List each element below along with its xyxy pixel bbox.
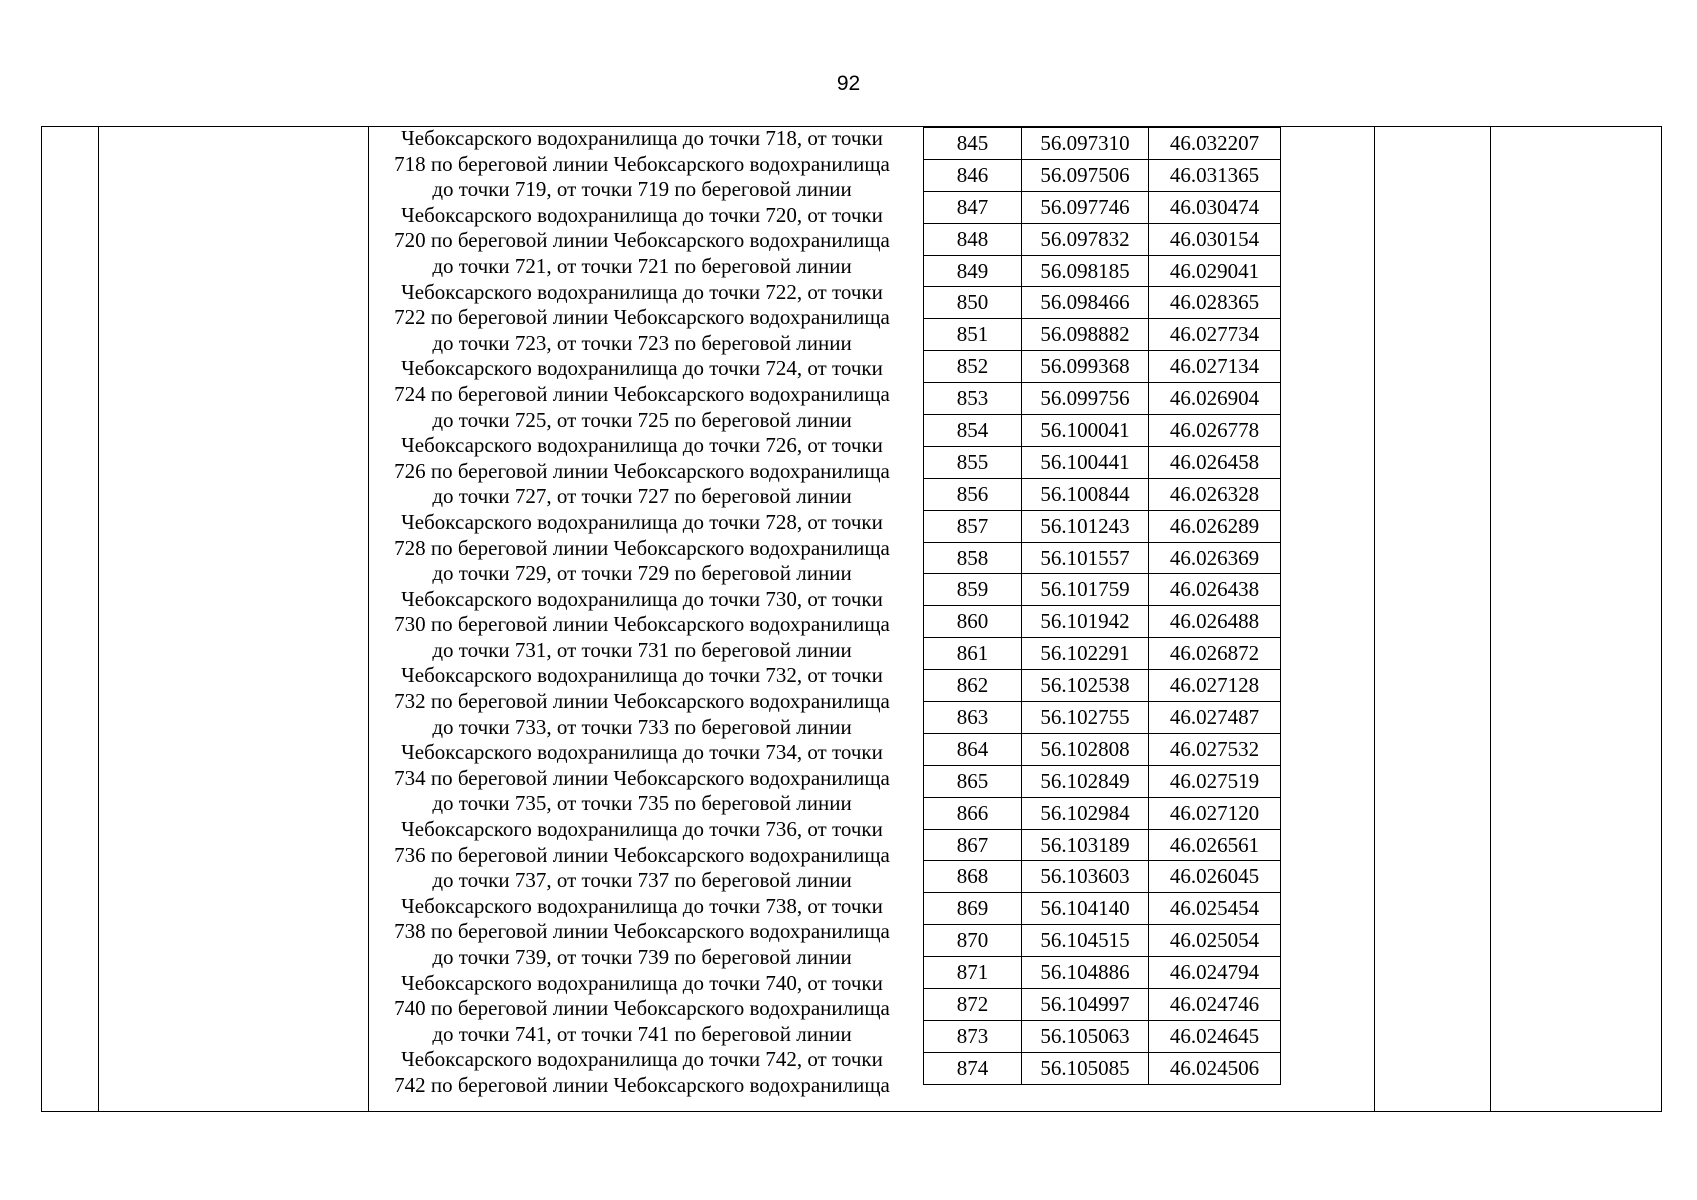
- point-number: 853: [924, 383, 1022, 415]
- description-line: до точки 737, от точки 737 по береговой линии: [432, 868, 852, 893]
- point-number: 874: [924, 1052, 1022, 1084]
- description-line: Чебоксарского водохранилища до точки 726, от точки: [401, 433, 883, 458]
- point-number: 856: [924, 478, 1022, 510]
- latitude-cell: 56.099368: [1022, 351, 1149, 383]
- longitude-cell: 46.026458: [1149, 446, 1281, 478]
- longitude-cell: 46.026289: [1149, 510, 1281, 542]
- table-row: [924, 702, 1281, 734]
- table-row: [924, 733, 1281, 765]
- table-row: [924, 829, 1281, 861]
- description-line: 718 по береговой линии Чебоксарского водохранилища: [394, 151, 890, 176]
- point-number: 851: [924, 319, 1022, 351]
- point-number: 862: [924, 670, 1022, 702]
- description-line: до точки 719, от точки 719 по береговой линии: [432, 177, 852, 202]
- description-line: 730 по береговой линии Чебоксарского водохранилища: [394, 612, 890, 637]
- description-line: Чебоксарского водохранилища до точки 720, от точки: [401, 202, 883, 227]
- longitude-cell: 46.028365: [1149, 287, 1281, 319]
- column-divider: [1374, 126, 1375, 1112]
- latitude-cell: 56.103603: [1022, 861, 1149, 893]
- description-line: Чебоксарского водохранилища до точки 718, от точки: [401, 126, 883, 150]
- longitude-cell: 46.026488: [1149, 606, 1281, 638]
- table-row: [924, 351, 1281, 383]
- latitude-cell: 56.101557: [1022, 542, 1149, 574]
- longitude-cell: 46.026328: [1149, 478, 1281, 510]
- table-row: [924, 765, 1281, 797]
- point-number: 847: [924, 191, 1022, 223]
- latitude-cell: 56.105063: [1022, 1020, 1149, 1052]
- description-line: до точки 731, от точки 731 по береговой линии: [432, 637, 852, 662]
- point-number: 873: [924, 1020, 1022, 1052]
- longitude-cell: 46.030474: [1149, 191, 1281, 223]
- point-number: 863: [924, 702, 1022, 734]
- longitude-cell: 46.026904: [1149, 383, 1281, 415]
- point-number: 871: [924, 957, 1022, 989]
- longitude-cell: 46.026872: [1149, 638, 1281, 670]
- latitude-cell: 56.097506: [1022, 159, 1149, 191]
- description-line: 734 по береговой линии Чебоксарского водохранилища: [394, 765, 890, 790]
- table-row: [924, 574, 1281, 606]
- latitude-cell: 56.102755: [1022, 702, 1149, 734]
- description-line: 722 по береговой линии Чебоксарского водохранилища: [394, 305, 890, 330]
- latitude-cell: 56.097310: [1022, 128, 1149, 160]
- description-line: Чебоксарского водохранилища до точки 730, от точки: [401, 586, 883, 611]
- point-number: 850: [924, 287, 1022, 319]
- latitude-cell: 56.104997: [1022, 989, 1149, 1021]
- table-row: [924, 319, 1281, 351]
- latitude-cell: 56.102808: [1022, 733, 1149, 765]
- table-row: [924, 255, 1281, 287]
- point-number: 868: [924, 861, 1022, 893]
- page-number: 92: [836, 72, 861, 95]
- longitude-cell: 46.024645: [1149, 1020, 1281, 1052]
- latitude-cell: 56.097746: [1022, 191, 1149, 223]
- table-row: [924, 383, 1281, 415]
- point-number: 854: [924, 415, 1022, 447]
- longitude-cell: 46.030154: [1149, 223, 1281, 255]
- table-row: [924, 1020, 1281, 1052]
- latitude-cell: 56.103189: [1022, 829, 1149, 861]
- table-row: [924, 128, 1281, 160]
- description-line: до точки 739, от точки 739 по береговой линии: [432, 945, 852, 969]
- latitude-cell: 56.099756: [1022, 383, 1149, 415]
- table-row: [924, 287, 1281, 319]
- latitude-cell: 56.102291: [1022, 638, 1149, 670]
- point-number: 848: [924, 223, 1022, 255]
- longitude-cell: 46.027519: [1149, 765, 1281, 797]
- latitude-cell: 56.104886: [1022, 957, 1149, 989]
- latitude-cell: 56.100041: [1022, 415, 1149, 447]
- description-line: до точки 727, от точки 727 по береговой линии: [432, 484, 852, 509]
- latitude-cell: 56.102849: [1022, 765, 1149, 797]
- description-line: до точки 733, от точки 733 по береговой линии: [432, 714, 852, 739]
- description-line: 728 по береговой линии Чебоксарского водохранилища: [394, 535, 890, 560]
- coordinates-table: [923, 127, 1281, 1085]
- table-row: [924, 223, 1281, 255]
- description-line: Чебоксарского водохранилища до точки 724, от точки: [401, 356, 883, 381]
- latitude-cell: 56.100441: [1022, 446, 1149, 478]
- longitude-cell: 46.026778: [1149, 415, 1281, 447]
- table-row: [924, 893, 1281, 925]
- description-line: до точки 741, от точки 741 по береговой линии: [432, 1021, 852, 1046]
- point-number: 866: [924, 797, 1022, 829]
- point-number: 867: [924, 829, 1022, 861]
- latitude-cell: 56.101243: [1022, 510, 1149, 542]
- latitude-cell: 56.102538: [1022, 670, 1149, 702]
- longitude-cell: 46.027532: [1149, 733, 1281, 765]
- point-number: 864: [924, 733, 1022, 765]
- point-number: 870: [924, 925, 1022, 957]
- longitude-cell: 46.027734: [1149, 319, 1281, 351]
- point-number: 845: [924, 128, 1022, 160]
- latitude-cell: 56.102984: [1022, 797, 1149, 829]
- table-row: [924, 861, 1281, 893]
- table-row: [924, 925, 1281, 957]
- point-number: 860: [924, 606, 1022, 638]
- description-line: 736 по береговой линии Чебоксарского водохранилища: [394, 842, 890, 867]
- description-line: 726 по береговой линии Чебоксарского водохранилища: [394, 458, 890, 483]
- longitude-cell: 46.026045: [1149, 861, 1281, 893]
- latitude-cell: 56.098466: [1022, 287, 1149, 319]
- table-row: [924, 989, 1281, 1021]
- latitude-cell: 56.097832: [1022, 223, 1149, 255]
- description-line: 738 по береговой линии Чебоксарского водохранилища: [394, 919, 890, 944]
- boundary-description: [370, 126, 914, 1112]
- description-line: Чебоксарского водохранилища до точки 734, от точки: [401, 740, 883, 765]
- latitude-cell: 56.101759: [1022, 574, 1149, 606]
- latitude-cell: 56.100844: [1022, 478, 1149, 510]
- latitude-cell: 56.101942: [1022, 606, 1149, 638]
- latitude-cell: 56.104515: [1022, 925, 1149, 957]
- point-number: 846: [924, 159, 1022, 191]
- longitude-cell: 46.027128: [1149, 670, 1281, 702]
- description-line: Чебоксарского водохранилища до точки 732, от точки: [401, 663, 883, 688]
- longitude-cell: 46.032207: [1149, 128, 1281, 160]
- column-divider: [1490, 126, 1491, 1112]
- longitude-cell: 46.027487: [1149, 702, 1281, 734]
- point-number: 859: [924, 574, 1022, 606]
- point-number: 869: [924, 893, 1022, 925]
- description-line: до точки 721, от точки 721 по береговой линии: [432, 253, 852, 278]
- longitude-cell: 46.024746: [1149, 989, 1281, 1021]
- latitude-cell: 56.098882: [1022, 319, 1149, 351]
- longitude-cell: 46.031365: [1149, 159, 1281, 191]
- latitude-cell: 56.104140: [1022, 893, 1149, 925]
- point-number: 858: [924, 542, 1022, 574]
- description-line: Чебоксарского водохранилища до точки 740, от точки: [401, 970, 883, 995]
- table-row: [924, 606, 1281, 638]
- point-number: 865: [924, 765, 1022, 797]
- latitude-cell: 56.098185: [1022, 255, 1149, 287]
- longitude-cell: 46.026369: [1149, 542, 1281, 574]
- longitude-cell: 46.029041: [1149, 255, 1281, 287]
- description-line: 732 по береговой линии Чебоксарского водохранилища: [394, 689, 890, 714]
- description-line: Чебоксарского водохранилища до точки 722, от точки: [401, 279, 883, 304]
- description-line: 740 по береговой линии Чебоксарского водохранилища: [394, 996, 890, 1021]
- longitude-cell: 46.026561: [1149, 829, 1281, 861]
- point-number: 855: [924, 446, 1022, 478]
- description-line: до точки 723, от точки 723 по береговой линии: [432, 330, 852, 355]
- column-divider: [98, 126, 99, 1112]
- table-row: [924, 446, 1281, 478]
- description-line: 720 по береговой линии Чебоксарского водохранилища: [394, 228, 890, 253]
- longitude-cell: 46.025454: [1149, 893, 1281, 925]
- point-number: 852: [924, 351, 1022, 383]
- table-row: [924, 542, 1281, 574]
- longitude-cell: 46.026438: [1149, 574, 1281, 606]
- point-number: 861: [924, 638, 1022, 670]
- point-number: 857: [924, 510, 1022, 542]
- table-row: [924, 191, 1281, 223]
- longitude-cell: 46.024794: [1149, 957, 1281, 989]
- description-line: 724 по береговой линии Чебоксарского водохранилища: [394, 381, 890, 406]
- table-row: [924, 638, 1281, 670]
- description-line: Чебоксарского водохранилища до точки 742, от точки: [401, 1047, 883, 1072]
- table-row: [924, 415, 1281, 447]
- longitude-cell: 46.027134: [1149, 351, 1281, 383]
- table-row: [924, 159, 1281, 191]
- description-line: Чебоксарского водохранилища до точки 738, от точки: [401, 893, 883, 918]
- description-line: Чебоксарского водохранилища до точки 736, от точки: [401, 817, 883, 842]
- longitude-cell: 46.024506: [1149, 1052, 1281, 1084]
- table-row: [924, 1052, 1281, 1084]
- latitude-cell: 56.105085: [1022, 1052, 1149, 1084]
- longitude-cell: 46.025054: [1149, 925, 1281, 957]
- column-divider: [368, 126, 369, 1112]
- description-line: Чебоксарского водохранилища до точки 728, от точки: [401, 509, 883, 534]
- point-number: 849: [924, 255, 1022, 287]
- description-line: до точки 735, от точки 735 по береговой линии: [432, 791, 852, 816]
- longitude-cell: 46.027120: [1149, 797, 1281, 829]
- point-number: 872: [924, 989, 1022, 1021]
- description-line: до точки 729, от точки 729 по береговой линии: [432, 561, 852, 586]
- table-row: [924, 797, 1281, 829]
- table-row: [924, 510, 1281, 542]
- table-row: [924, 670, 1281, 702]
- table-row: [924, 957, 1281, 989]
- description-line: 742 по береговой линии Чебоксарского водохранилища: [394, 1072, 890, 1097]
- description-line: до точки 725, от точки 725 по береговой линии: [432, 407, 852, 432]
- table-row: [924, 478, 1281, 510]
